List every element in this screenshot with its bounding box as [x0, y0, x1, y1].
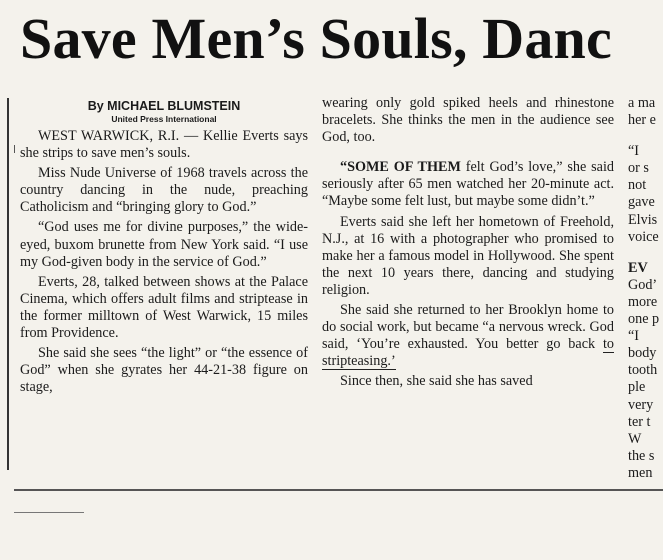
line: EV: [628, 259, 648, 276]
line: “I: [628, 328, 640, 345]
paragraph: WEST WARWICK, R.I. — Kellie Everts says she strips to save men’s souls.: [20, 128, 308, 162]
paragraph: Since then, she said she has saved: [340, 373, 533, 390]
line: gave: [628, 194, 655, 211]
dateline: WEST WARWICK, R.I. —: [38, 128, 199, 144]
line: her e: [628, 112, 656, 129]
paragraph: Everts said she left her hometown of Freehold, N.J., at 16 with a photographer who promised to make her a famous model in Hollywood. She spent the next 10 years there, dancing and studying religion.: [322, 213, 614, 298]
subhead-lead: “SOME OF THEM: [340, 159, 461, 176]
bottom-rule: [14, 489, 663, 491]
paragraph-gap: [628, 129, 663, 143]
paragraph: Everts, 28, talked between shows at the Palace Cinema, which offers adult films and striptease in the former milltown of West Warwick, 15 miles from Providence.: [20, 273, 308, 342]
column-rule-left: [7, 98, 9, 470]
line: ple: [628, 379, 646, 396]
handwritten-underline: to stripteasing.’: [322, 336, 614, 370]
paragraph-gap: [628, 246, 663, 260]
line: more: [628, 293, 658, 310]
paragraph: wearing only gold spiked heels and rhinestone bracelets. She thinks the men in the audience see God, too.: [322, 95, 614, 146]
line: “I: [628, 143, 640, 160]
article-column-2: [322, 95, 614, 490]
line: not: [628, 177, 647, 194]
byline: By MICHAEL BLUMSTEIN: [87, 99, 241, 113]
paragraph: “SOME OF THEM felt God’s love,” she said seriously after 65 men watched her 20-minute act. “Maybe some felt lust, but maybe some didn’t.”: [322, 159, 614, 210]
line: very: [628, 396, 654, 413]
line: the s: [628, 447, 655, 464]
wire-service-credit: United Press International: [111, 114, 217, 124]
line: Elvis: [628, 211, 658, 228]
line: or s: [628, 160, 649, 177]
line: men: [628, 464, 653, 481]
paragraph: She said she returned to her Brooklyn home to do social work, but became “a nervous wreck. God said, ‘You’re exhausted. You better go back to stripteasing.’: [322, 302, 614, 370]
line: W: [628, 430, 642, 447]
paragraph: Miss Nude Universe of 1968 travels across the country dancing in the nude, preaching Catholicism and “bringing glory to God.”: [20, 165, 308, 216]
headline: Save Men’s Souls, Danc: [20, 6, 612, 71]
line: a ma: [628, 95, 656, 111]
paragraph: She said she sees “the light” or “the essence of God” when she gyrates her 44-21-38 figure on stage,: [20, 345, 308, 396]
footer-rule: [14, 512, 84, 513]
paragraph: “God uses me for divine purposes,” the wide-eyed, buxom brunette from New York said. “I use my God-given body in the service of God.”: [20, 219, 308, 270]
line: God’: [628, 276, 658, 293]
paragraph-gap: [322, 149, 614, 159]
line: ter t: [628, 413, 651, 430]
line: body: [628, 345, 657, 362]
margin-tick: [14, 145, 15, 153]
article-column-1: [20, 95, 308, 490]
line: one p: [628, 311, 660, 328]
line: voice: [628, 228, 659, 245]
line: tooth: [628, 362, 658, 379]
article-column-3-cropped: [628, 95, 663, 490]
